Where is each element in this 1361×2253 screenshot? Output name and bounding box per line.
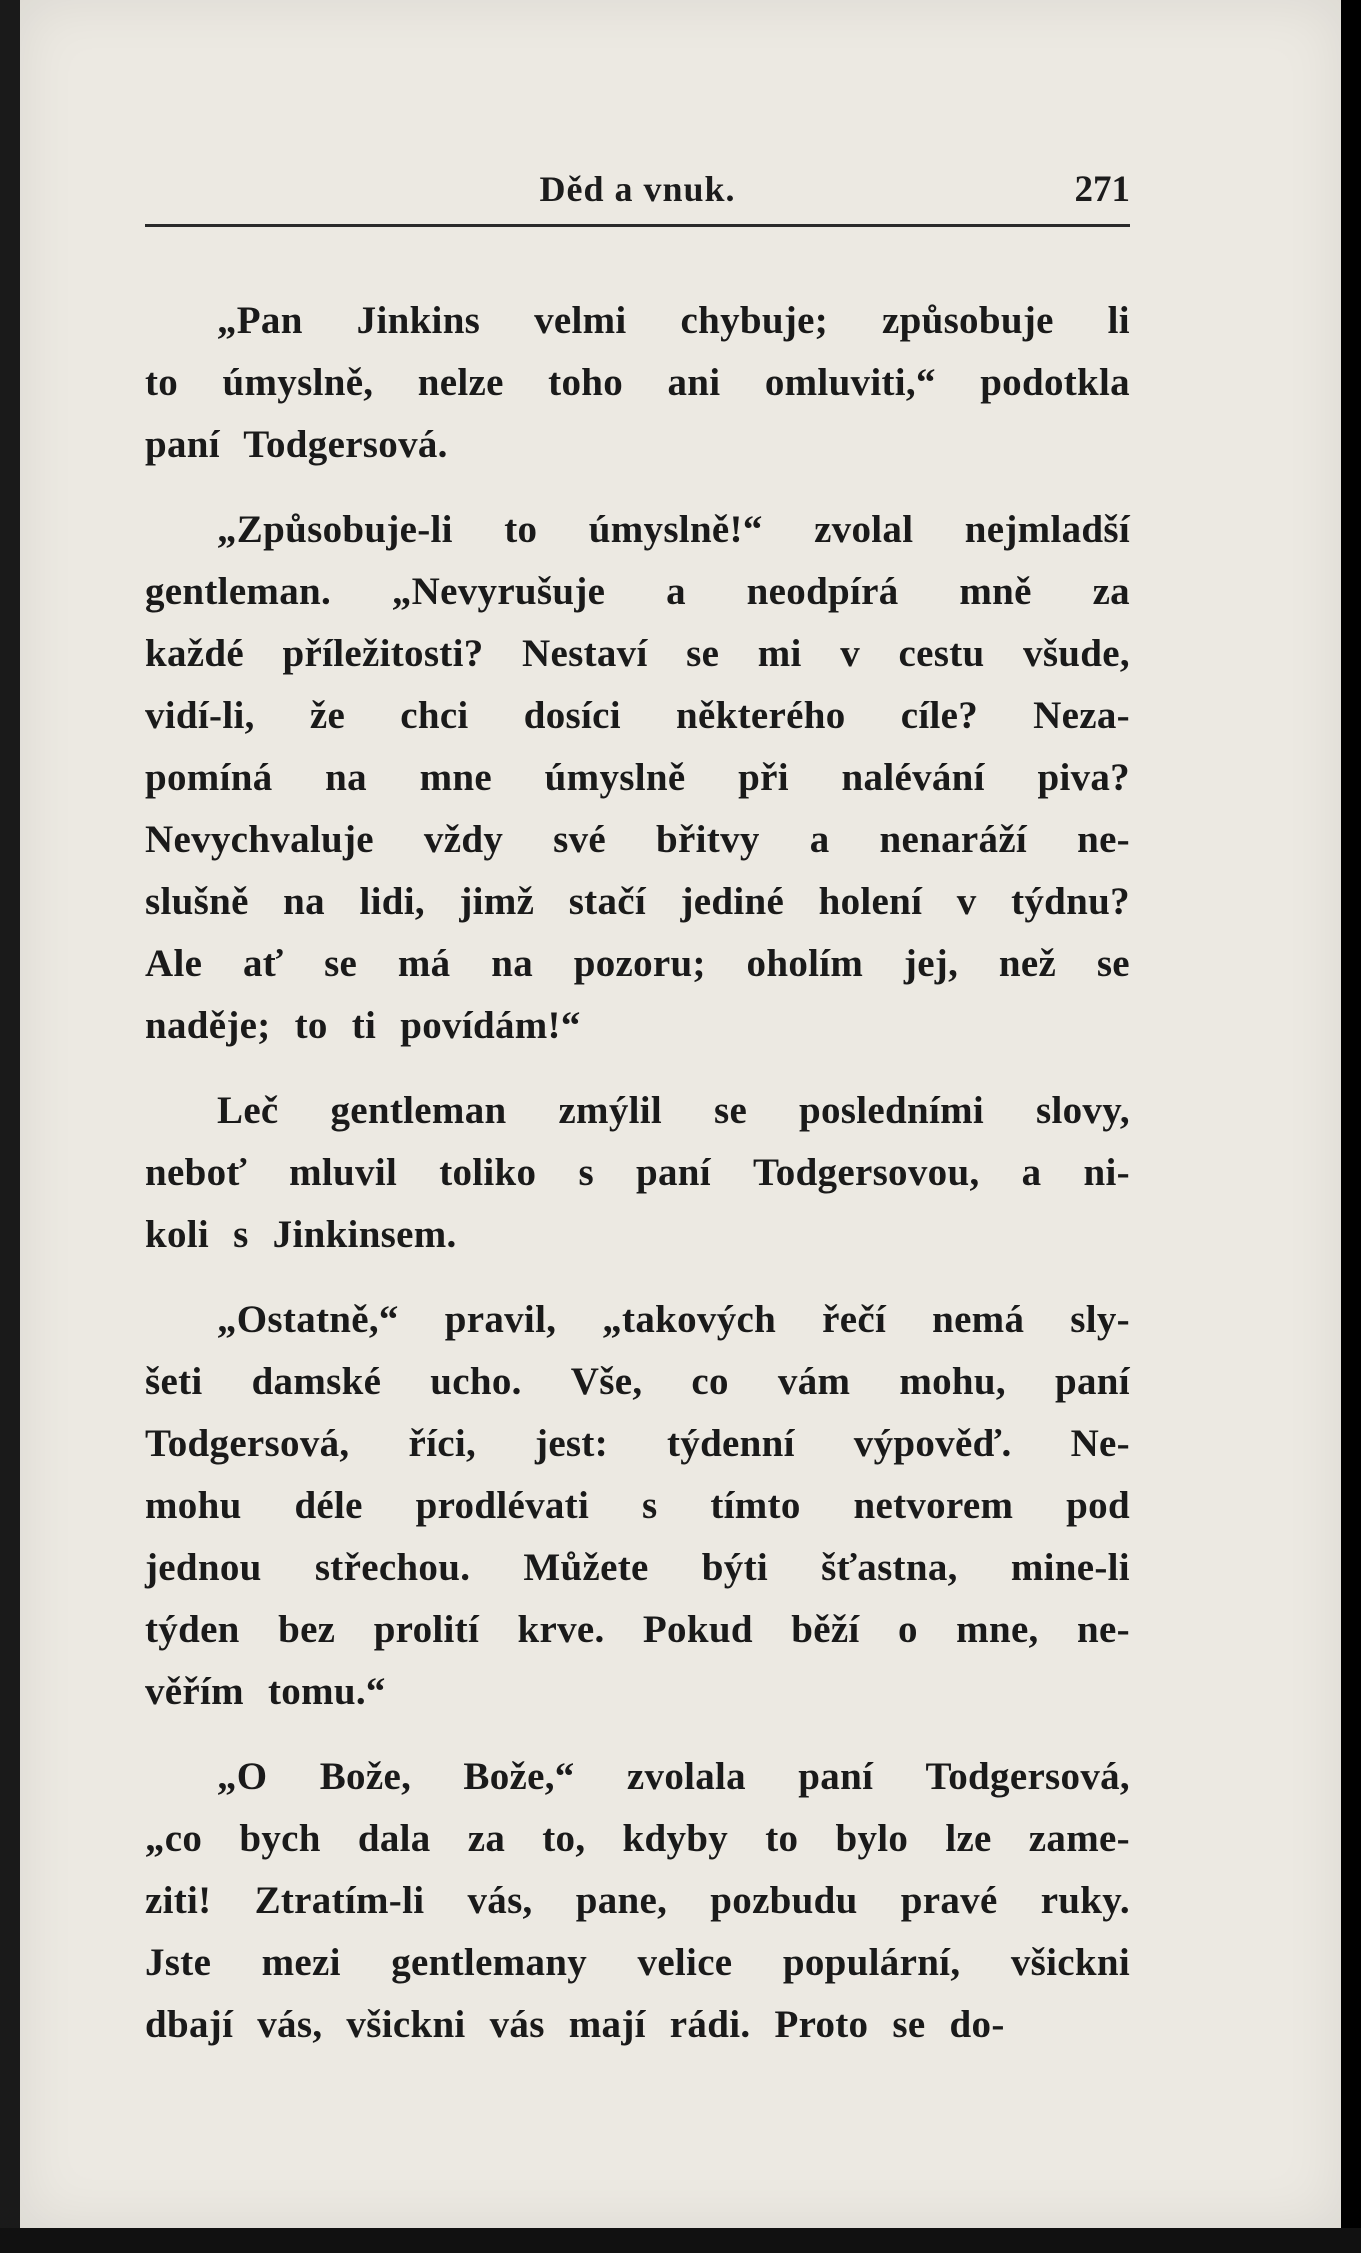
text-line: dbají vás, všickni vás mají rádi. Proto se do- [145, 2003, 1005, 2046]
text-line: naděje; to ti povídám!“ [145, 1004, 581, 1047]
page-bottom-edge [0, 2228, 1361, 2253]
body-text [145, 290, 1130, 2079]
page-header [145, 168, 1130, 212]
paragraph [145, 1080, 1130, 1266]
text-line: vidí-li, že chci dosíci některého cíle? Neza- [145, 694, 1130, 737]
text-line: věřím tomu.“ [145, 1670, 386, 1713]
page-number: 271 [1074, 169, 1130, 210]
text-line: gentleman. „Nevyrušuje a neodpírá mně za [145, 570, 1130, 613]
text-line: slušně na lidi, jimž stačí jediné holení v týdnu? [145, 880, 1130, 923]
text-line: Nevychvaluje vždy své břitvy a nenaráží ne- [145, 818, 1130, 861]
text-line: „Pan Jinkins velmi chybuje; způsobuje li [217, 299, 1130, 342]
page-left-edge [0, 0, 20, 2253]
text-line: „O Bože, Bože,“ zvolala paní Todgersová, [217, 1755, 1130, 1798]
running-title: Děd a vnuk. [539, 169, 736, 209]
text-line: každé příležitosti? Nestaví se mi v cestu všude, [145, 632, 1130, 675]
paragraph [145, 1289, 1130, 1723]
text-line: „Způsobuje-li to úmyslně!“ zvolal nejmladší [217, 508, 1130, 551]
paragraph [145, 1746, 1130, 2056]
header-rule [145, 224, 1130, 227]
text-line: šeti damské ucho. Vše, co vám mohu, paní [145, 1360, 1130, 1403]
paragraph [145, 290, 1130, 476]
text-line: ziti! Ztratím-li vás, pane, pozbudu pravé ruky. [145, 1879, 1130, 1922]
text-line: koli s Jinkinsem. [145, 1213, 457, 1256]
text-line: Leč gentleman zmýlil se posledními slovy, [217, 1089, 1130, 1132]
text-line: mohu déle prodlévati s tímto netvorem pod [145, 1484, 1130, 1527]
text-line: neboť mluvil toliko s paní Todgersovou, a ni- [145, 1151, 1130, 1194]
text-line: týden bez prolití krve. Pokud běží o mne, ne- [145, 1608, 1130, 1651]
text-line: „Ostatně,“ pravil, „takových řečí nemá sly- [217, 1298, 1130, 1341]
text-line: Jste mezi gentlemany velice populární, všickni [145, 1941, 1130, 1984]
text-line: to úmyslně, nelze toho ani omluviti,“ podotkla [145, 361, 1130, 404]
paragraph [145, 499, 1130, 1057]
text-line: Ale ať se má na pozoru; oholím jej, než se [145, 942, 1130, 985]
text-line: „co bych dala za to, kdyby to bylo lze zame- [145, 1817, 1130, 1860]
text-line: Todgersová, říci, jest: týdenní výpověď. Ne- [145, 1422, 1130, 1465]
text-line: jednou střechou. Můžete býti šťastna, mine-li [145, 1546, 1130, 1589]
text-line: paní Todgersová. [145, 423, 448, 466]
text-line: pomíná na mne úmyslně při nalévání piva? [145, 756, 1130, 799]
